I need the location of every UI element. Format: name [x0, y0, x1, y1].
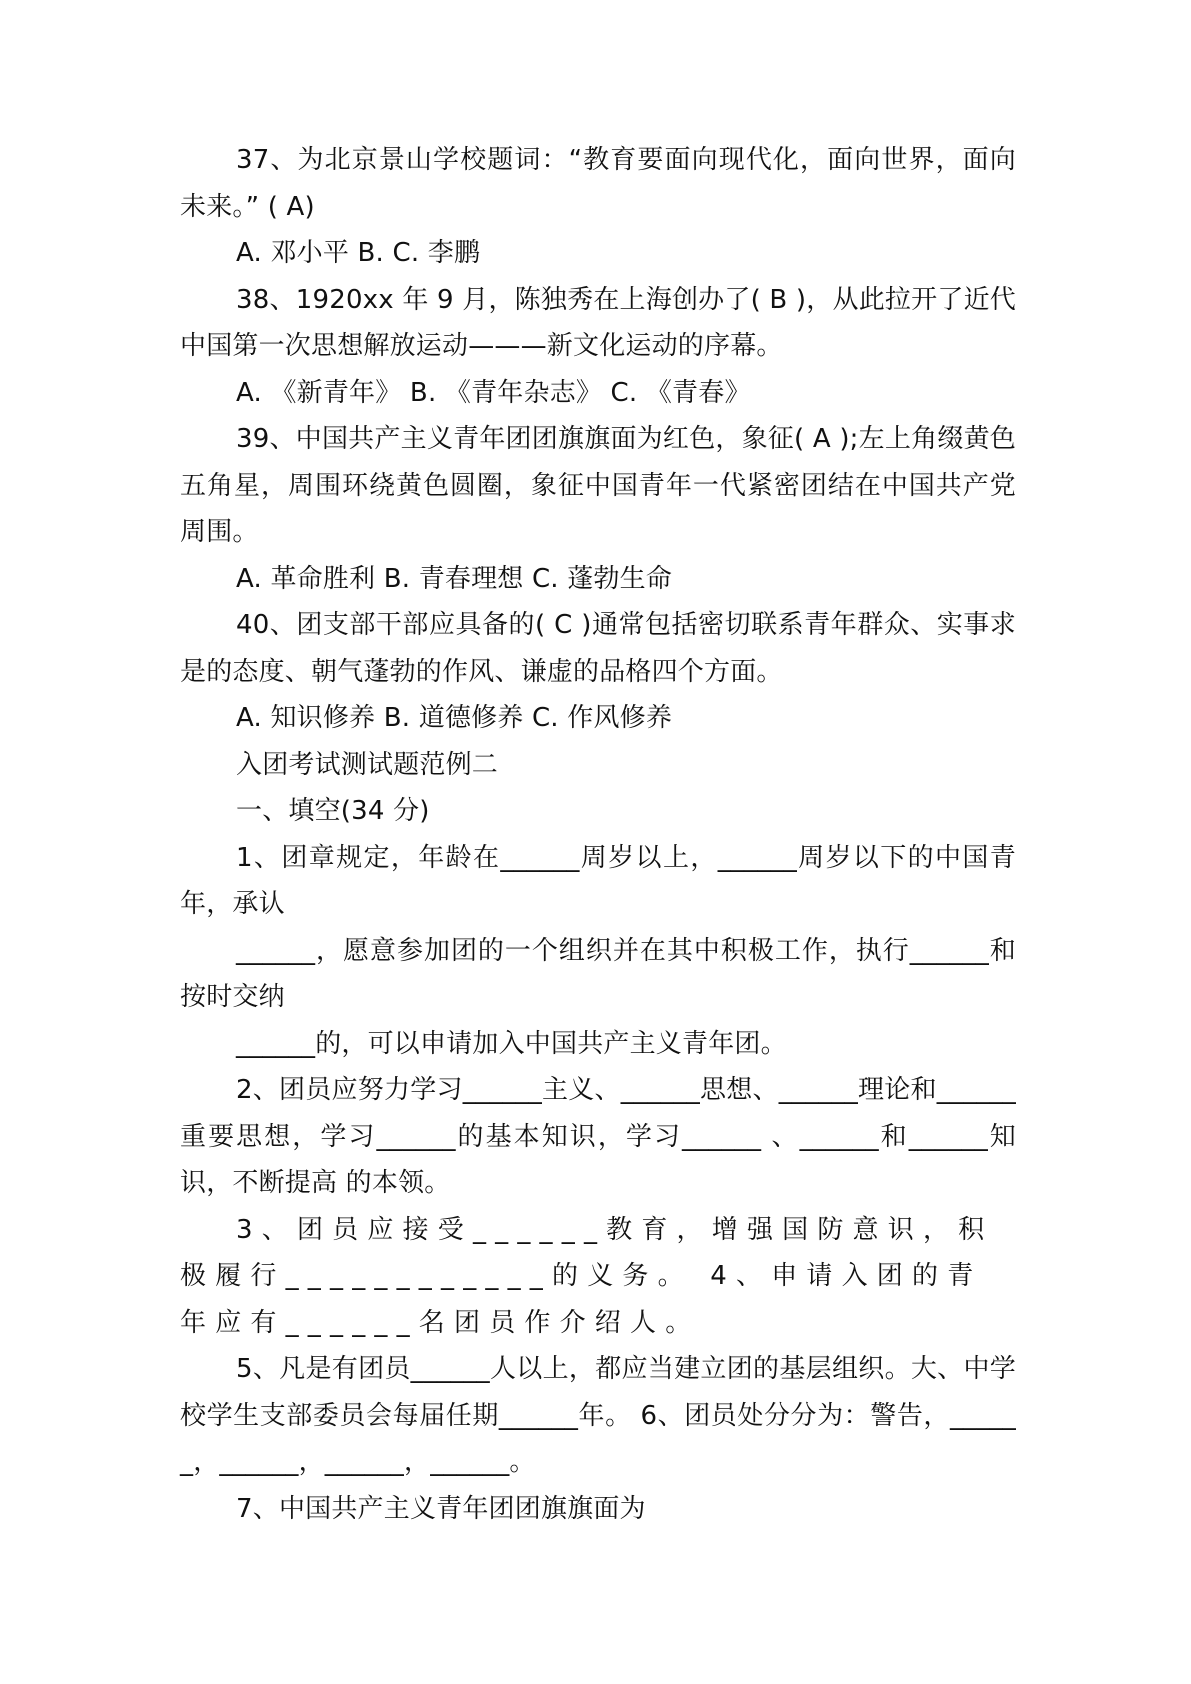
section-title: 入团考试测试题范例二: [236, 749, 499, 780]
question-40: 40、团支部干部应具备的( C )通常包括密切联系青年群众、实事求是的态度、朝气蓬勃的作风、谦虚的品格四个方面。: [180, 610, 1016, 687]
question-39-options: A. 革命胜利 B. 青春理想 C. 蓬勃生命: [236, 563, 673, 594]
question-38-options: A. 《新青年》 B. 《青年杂志》 C. 《青春》: [236, 377, 751, 408]
fill-in-question-3-4: 3、团员应接受______教育，增强国防意识，积极履行____________的义务。 4、申请入团的青年应有______名团员作介绍人。: [180, 1214, 994, 1338]
document-body: [180, 137, 1016, 1532]
fill-in-question-1-part-2: ______，愿意参加团的一个组织并在其中积极工作，执行______和按时交纳: [180, 935, 1016, 1012]
question-39: 39、中国共产主义青年团团旗旗面为红色，象征( A );左上角缀黄色五角星，周围环绕黄色圆圈，象征中国青年一代紧密团结在中国共产党周围。: [180, 424, 1016, 547]
fill-in-question-2: 2、团员应努力学习______主义、______思想、______理论和______重要思想，学习______的基本知识，学习______ 、______和______知识，不断提高 的本领。: [180, 1075, 1016, 1198]
fill-in-heading: 一、填空(34 分): [236, 796, 430, 826]
question-38: 38、1920xx 年 9 月，陈独秀在上海创办了( B )，从此拉开了近代中国第一次思想解放运动———新文化运动的序幕。: [180, 284, 1016, 361]
fill-in-question-7: 7、中国共产主义青年团团旗旗面为: [236, 1493, 646, 1524]
fill-in-question-5-6: 5、凡是有团员______人以上，都应当建立团的基层组织。大、中学校学生支部委员会每届任期______年。 6、团员处分分为：警告，______，______，______，______。: [180, 1354, 1016, 1477]
fill-in-question-1-part-1: 1、团章规定，年龄在______周岁以上，______周岁以下的中国青年，承认: [180, 842, 1016, 919]
question-37-options: A. 邓小平 B. C. 李鹏: [236, 238, 481, 268]
question-40-options: A. 知识修养 B. 道德修养 C. 作风修养: [236, 703, 673, 733]
fill-in-question-1-part-3: ______的，可以申请加入中国共产主义青年团。: [236, 1028, 787, 1059]
question-37: 37、为北京景山学校题词：“教育要面向现代化，面向世界，面向未来。” ( A): [180, 145, 1016, 222]
